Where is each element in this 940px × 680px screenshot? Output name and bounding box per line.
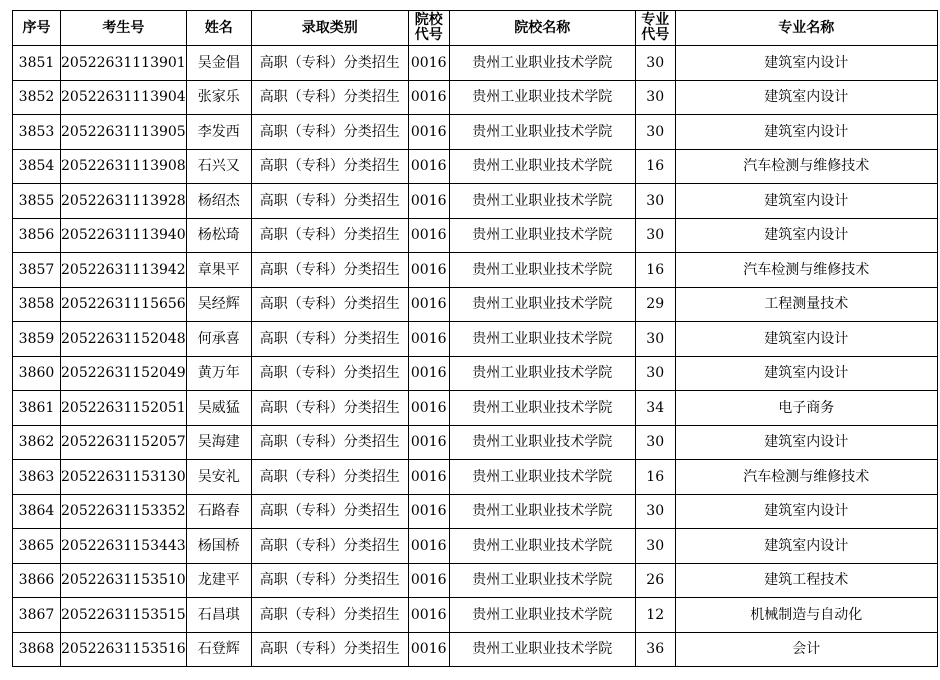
cell-name: 石路春: [186, 494, 251, 529]
cell-exam-no: 20522631152048: [61, 322, 187, 357]
cell-school-code: 0016: [408, 460, 449, 495]
header-row: [13, 11, 938, 46]
header-name: 姓名: [186, 11, 251, 46]
header-school-code-line2: 代号: [414, 27, 443, 43]
header-major-code-line2: 代号: [641, 27, 670, 43]
cell-major-code: 29: [635, 287, 675, 322]
cell-seq: 3859: [13, 322, 61, 357]
cell-major-code: 36: [635, 632, 675, 667]
cell-exam-no: 20522631113908: [61, 149, 187, 184]
cell-name: 黄万年: [186, 356, 251, 391]
table-row: [13, 460, 938, 495]
cell-exam-no: 20522631153516: [61, 632, 187, 667]
cell-category: 高职（专科）分类招生: [251, 425, 408, 460]
cell-seq: 3853: [13, 115, 61, 150]
cell-school-name: 贵州工业职业技术学院: [449, 391, 635, 426]
cell-name: 李发西: [186, 115, 251, 150]
header-school-name: 院校名称: [449, 11, 635, 46]
table-row: [13, 391, 938, 426]
cell-school-code: 0016: [408, 218, 449, 253]
cell-category: 高职（专科）分类招生: [251, 149, 408, 184]
cell-name: 石昌琪: [186, 598, 251, 633]
cell-major-code: 16: [635, 253, 675, 288]
cell-major-code: 30: [635, 425, 675, 460]
cell-major-name: 汽车检测与维修技术: [675, 149, 937, 184]
cell-category: 高职（专科）分类招生: [251, 494, 408, 529]
cell-exam-no: 20522631113928: [61, 184, 187, 219]
cell-major-code: 30: [635, 46, 675, 81]
cell-major-name: 建筑室内设计: [675, 529, 937, 564]
cell-school-code: 0016: [408, 253, 449, 288]
cell-school-code: 0016: [408, 563, 449, 598]
cell-school-name: 贵州工业职业技术学院: [449, 218, 635, 253]
cell-category: 高职（专科）分类招生: [251, 115, 408, 150]
cell-school-name: 贵州工业职业技术学院: [449, 184, 635, 219]
cell-category: 高职（专科）分类招生: [251, 632, 408, 667]
cell-name: 何承喜: [186, 322, 251, 357]
cell-major-code: 12: [635, 598, 675, 633]
cell-seq: 3851: [13, 46, 61, 81]
cell-exam-no: 20522631113942: [61, 253, 187, 288]
admission-list: [12, 10, 938, 667]
header-category: 录取类别: [251, 11, 408, 46]
cell-school-name: 贵州工业职业技术学院: [449, 149, 635, 184]
cell-category: 高职（专科）分类招生: [251, 529, 408, 564]
cell-category: 高职（专科）分类招生: [251, 80, 408, 115]
admission-table: [12, 10, 938, 667]
cell-major-name: 会计: [675, 632, 937, 667]
cell-major-name: 汽车检测与维修技术: [675, 253, 937, 288]
cell-school-code: 0016: [408, 115, 449, 150]
cell-name: 杨国桥: [186, 529, 251, 564]
cell-category: 高职（专科）分类招生: [251, 322, 408, 357]
table-row: [13, 218, 938, 253]
cell-name: 龙建平: [186, 563, 251, 598]
header-major-code-line1: 专业: [641, 12, 670, 28]
header-school-code-line1: 院校: [414, 12, 443, 28]
table-row: [13, 149, 938, 184]
header-seq: 序号: [13, 11, 61, 46]
cell-school-name: 贵州工业职业技术学院: [449, 253, 635, 288]
cell-school-name: 贵州工业职业技术学院: [449, 460, 635, 495]
cell-school-code: 0016: [408, 425, 449, 460]
cell-seq: 3856: [13, 218, 61, 253]
cell-seq: 3855: [13, 184, 61, 219]
cell-school-name: 贵州工业职业技术学院: [449, 598, 635, 633]
cell-major-code: 30: [635, 322, 675, 357]
cell-school-name: 贵州工业职业技术学院: [449, 494, 635, 529]
table-row: [13, 184, 938, 219]
cell-major-code: 30: [635, 529, 675, 564]
cell-category: 高职（专科）分类招生: [251, 563, 408, 598]
cell-seq: 3863: [13, 460, 61, 495]
table-row: [13, 494, 938, 529]
cell-category: 高职（专科）分类招生: [251, 253, 408, 288]
cell-seq: 3862: [13, 425, 61, 460]
cell-seq: 3864: [13, 494, 61, 529]
cell-category: 高职（专科）分类招生: [251, 391, 408, 426]
cell-exam-no: 20522631113905: [61, 115, 187, 150]
cell-seq: 3852: [13, 80, 61, 115]
cell-exam-no: 20522631153510: [61, 563, 187, 598]
cell-school-code: 0016: [408, 46, 449, 81]
table-row: [13, 322, 938, 357]
cell-major-name: 建筑室内设计: [675, 115, 937, 150]
cell-major-code: 34: [635, 391, 675, 426]
cell-exam-no: 20522631113901: [61, 46, 187, 81]
cell-category: 高职（专科）分类招生: [251, 460, 408, 495]
cell-major-name: 机械制造与自动化: [675, 598, 937, 633]
table-body: [13, 46, 938, 667]
table-row: [13, 598, 938, 633]
cell-school-name: 贵州工业职业技术学院: [449, 356, 635, 391]
cell-school-name: 贵州工业职业技术学院: [449, 80, 635, 115]
table-row: [13, 287, 938, 322]
cell-school-name: 贵州工业职业技术学院: [449, 115, 635, 150]
cell-major-name: 建筑室内设计: [675, 46, 937, 81]
cell-school-code: 0016: [408, 322, 449, 357]
cell-major-code: 30: [635, 80, 675, 115]
cell-school-code: 0016: [408, 529, 449, 564]
cell-school-code: 0016: [408, 80, 449, 115]
cell-school-code: 0016: [408, 184, 449, 219]
table-row: [13, 632, 938, 667]
header-exam-no: 考生号: [61, 11, 187, 46]
cell-name: 吴金倡: [186, 46, 251, 81]
table-row: [13, 563, 938, 598]
cell-major-name: 建筑室内设计: [675, 494, 937, 529]
cell-name: 吴海建: [186, 425, 251, 460]
cell-exam-no: 20522631153352: [61, 494, 187, 529]
cell-major-name: 工程测量技术: [675, 287, 937, 322]
cell-exam-no: 20522631152051: [61, 391, 187, 426]
table-row: [13, 356, 938, 391]
cell-major-name: 建筑室内设计: [675, 184, 937, 219]
header-major-name: 专业名称: [675, 11, 937, 46]
table-row: [13, 253, 938, 288]
cell-school-name: 贵州工业职业技术学院: [449, 425, 635, 460]
cell-exam-no: 20522631153443: [61, 529, 187, 564]
cell-category: 高职（专科）分类招生: [251, 598, 408, 633]
cell-school-name: 贵州工业职业技术学院: [449, 287, 635, 322]
table-row: [13, 529, 938, 564]
table-row: [13, 46, 938, 81]
cell-name: 章果平: [186, 253, 251, 288]
cell-major-code: 30: [635, 184, 675, 219]
cell-category: 高职（专科）分类招生: [251, 218, 408, 253]
cell-major-code: 30: [635, 494, 675, 529]
header-major-code: [635, 11, 675, 46]
cell-exam-no: 20522631115656: [61, 287, 187, 322]
cell-exam-no: 20522631153130: [61, 460, 187, 495]
cell-category: 高职（专科）分类招生: [251, 356, 408, 391]
cell-major-name: 建筑室内设计: [675, 218, 937, 253]
table-row: [13, 80, 938, 115]
cell-name: 石兴又: [186, 149, 251, 184]
cell-major-code: 30: [635, 356, 675, 391]
cell-category: 高职（专科）分类招生: [251, 287, 408, 322]
cell-seq: 3858: [13, 287, 61, 322]
cell-major-code: 26: [635, 563, 675, 598]
cell-school-name: 贵州工业职业技术学院: [449, 322, 635, 357]
cell-name: 吴威猛: [186, 391, 251, 426]
cell-school-name: 贵州工业职业技术学院: [449, 563, 635, 598]
cell-seq: 3860: [13, 356, 61, 391]
table-header: [13, 11, 938, 46]
cell-seq: 3854: [13, 149, 61, 184]
cell-seq: 3865: [13, 529, 61, 564]
cell-category: 高职（专科）分类招生: [251, 46, 408, 81]
cell-school-code: 0016: [408, 391, 449, 426]
cell-seq: 3866: [13, 563, 61, 598]
cell-exam-no: 20522631152057: [61, 425, 187, 460]
cell-major-code: 30: [635, 218, 675, 253]
cell-major-code: 16: [635, 460, 675, 495]
cell-name: 吴经辉: [186, 287, 251, 322]
cell-school-code: 0016: [408, 632, 449, 667]
cell-school-code: 0016: [408, 494, 449, 529]
cell-exam-no: 20522631152049: [61, 356, 187, 391]
cell-seq: 3868: [13, 632, 61, 667]
table-row: [13, 115, 938, 150]
cell-major-name: 建筑室内设计: [675, 80, 937, 115]
cell-major-name: 建筑工程技术: [675, 563, 937, 598]
cell-name: 石登辉: [186, 632, 251, 667]
cell-exam-no: 20522631113940: [61, 218, 187, 253]
cell-name: 吴安礼: [186, 460, 251, 495]
cell-school-name: 贵州工业职业技术学院: [449, 632, 635, 667]
cell-seq: 3857: [13, 253, 61, 288]
cell-major-name: 建筑室内设计: [675, 356, 937, 391]
header-school-code: [408, 11, 449, 46]
cell-exam-no: 20522631153515: [61, 598, 187, 633]
cell-exam-no: 20522631113904: [61, 80, 187, 115]
cell-major-name: 汽车检测与维修技术: [675, 460, 937, 495]
cell-name: 杨松琦: [186, 218, 251, 253]
table-row: [13, 425, 938, 460]
cell-school-code: 0016: [408, 356, 449, 391]
cell-major-code: 16: [635, 149, 675, 184]
cell-major-name: 建筑室内设计: [675, 425, 937, 460]
cell-school-code: 0016: [408, 598, 449, 633]
cell-school-code: 0016: [408, 149, 449, 184]
cell-school-name: 贵州工业职业技术学院: [449, 46, 635, 81]
cell-school-code: 0016: [408, 287, 449, 322]
cell-school-name: 贵州工业职业技术学院: [449, 529, 635, 564]
cell-category: 高职（专科）分类招生: [251, 184, 408, 219]
cell-major-name: 建筑室内设计: [675, 322, 937, 357]
cell-name: 张家乐: [186, 80, 251, 115]
cell-major-name: 电子商务: [675, 391, 937, 426]
cell-major-code: 30: [635, 115, 675, 150]
cell-seq: 3861: [13, 391, 61, 426]
cell-name: 杨绍杰: [186, 184, 251, 219]
cell-seq: 3867: [13, 598, 61, 633]
